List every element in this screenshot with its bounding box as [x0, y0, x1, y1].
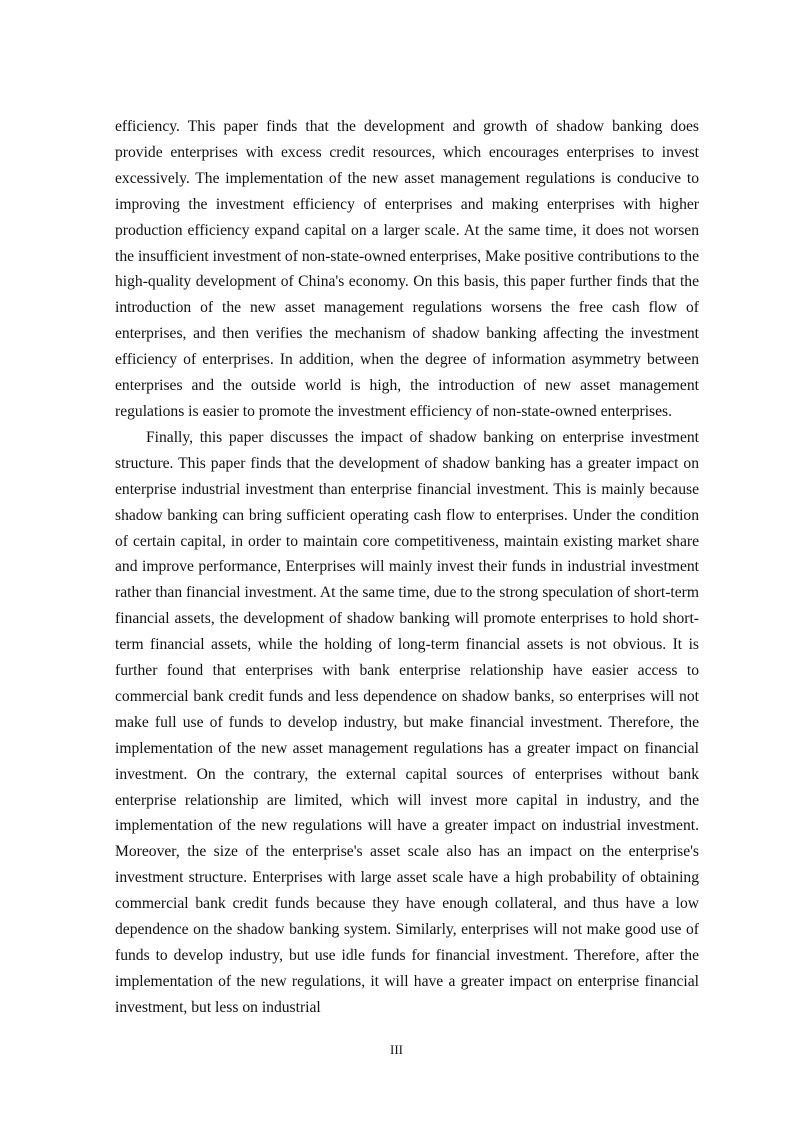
paragraph-investment-structure: Finally, this paper discusses the impact of shadow banking on enterprise investment structure. This paper finds that the development of shadow banking has a greater impact on enterprise industrial investment than enterprise financial investment. This is mainly because shadow banking can bring sufficient operating cash flow to enterprises. Under the condition of certain capital, in order to maintain core competitiveness, maintain existing market share and improve performance, Enterprises will mainly invest their funds in industrial investment rather than financial investment. At the same time, due to the strong speculation of short-term financial assets, the development of shadow banking will promote enterprises to hold short-term financial assets, while the holding of long-term financial assets is not obvious. It is further found that enterprises with bank enterprise relationship have easier access to commercial bank credit funds and less dependence on shadow banks, so enterprises will not make full use of funds to develop industry, but make financial investment. Therefore, the implementation of the new asset management regulations has a greater impact on financial investment. On the contrary, the external capital sources of enterprises without bank enterprise relationship are limited, which will invest more capital in industry, and the implementation of the new regulations will have a greater impact on industrial investment. Moreover, the size of the enterprise's asset scale also has an impact on the enterprise's investment structure. Enterprises with large asset scale have a high probability of obtaining commercial bank credit funds because they have enough collateral, and thus have a low dependence on the shadow banking system. Similarly, enterprises will not make good use of funds to develop industry, but use idle funds for financial investment. Therefore, after the implementation of the new regulations, it will have a greater impact on enterprise financial investment, but less on industrial — [115, 428, 699, 1016]
body-text — [115, 114, 699, 1021]
page-number: III — [390, 1042, 403, 1057]
paragraph-investment-efficiency: efficiency. This paper finds that the development and growth of shadow banking does provide enterprises with excess credit resources, which encourages enterprises to invest excessively. The implementation of the new asset management regulations is conducive to improving the investment efficiency of enterprises and making enterprises with higher production efficiency expand capital on a larger scale. At the same time, it does not worsen the insufficient investment of non-state-owned enterprises, Make positive contributions to the high-quality development of China's economy. On this basis, this paper further finds that the introduction of the new asset management regulations worsens the free cash flow of enterprises, and then verifies the mechanism of shadow banking affecting the investment efficiency of enterprises. In addition, when the degree of information asymmetry between enterprises and the outside world is high, the introduction of new asset management regulations is easier to promote the investment efficiency of non-state-owned enterprises. — [115, 118, 699, 420]
